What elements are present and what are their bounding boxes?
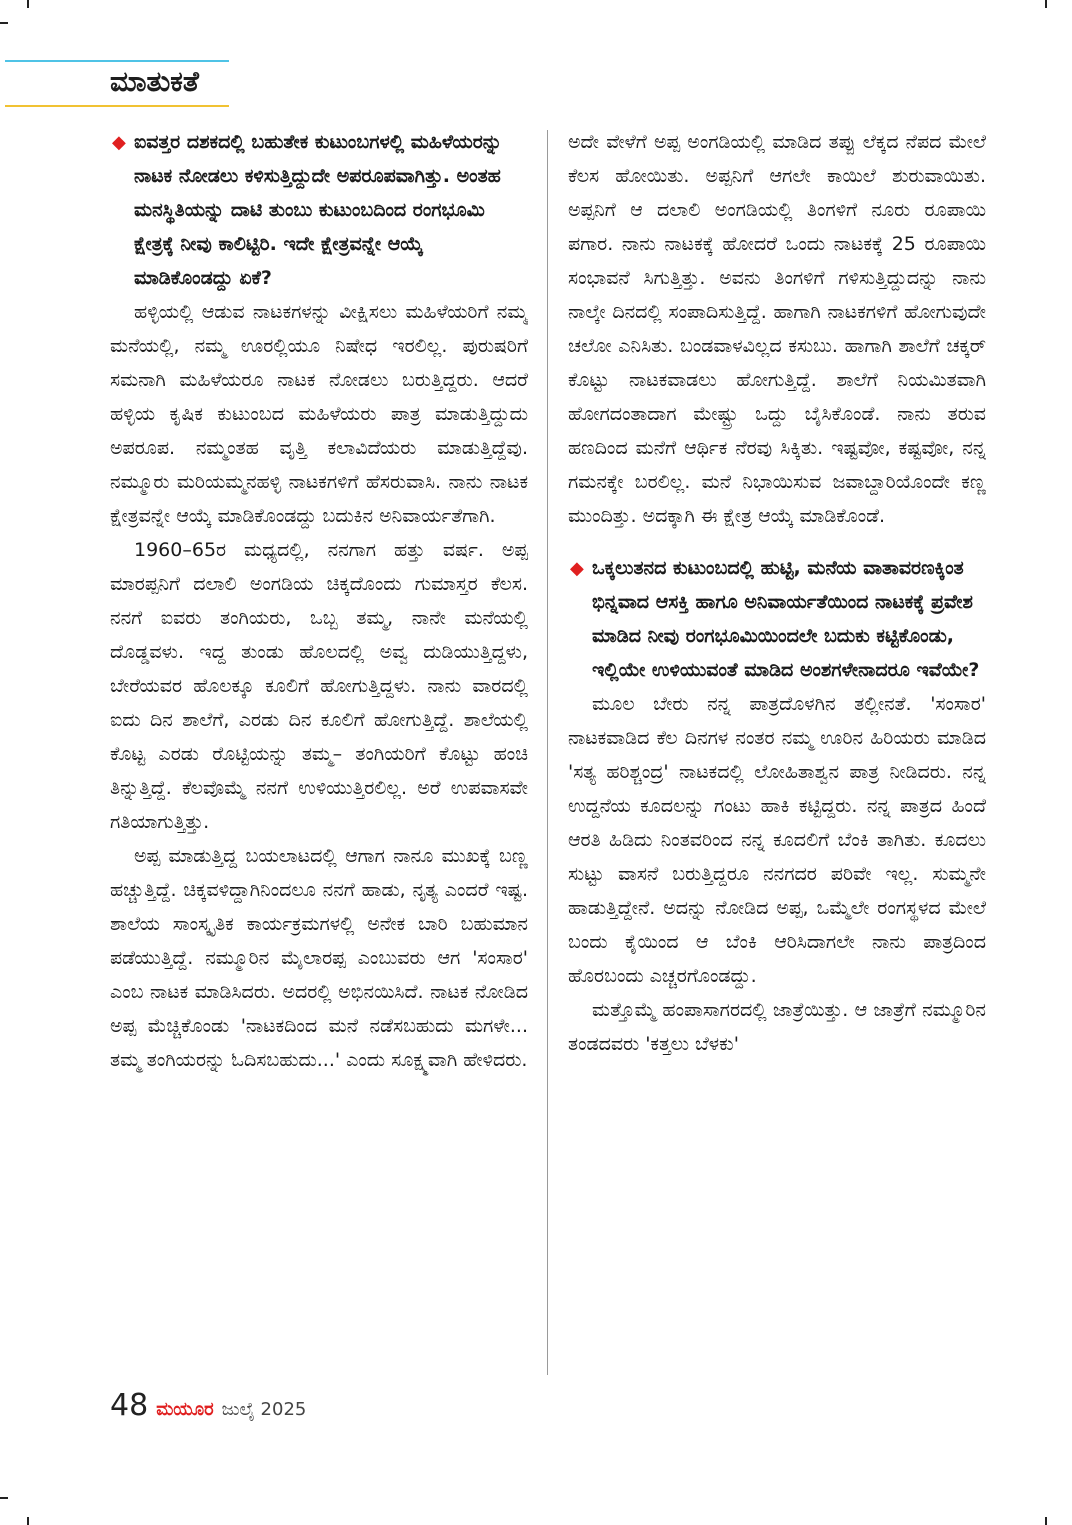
red-diamond-icon: ◆ <box>570 558 584 579</box>
section-header-line-bottom <box>5 105 229 107</box>
crop-mark-bottom-left-vertical <box>27 1517 29 1525</box>
column-divider <box>547 130 548 1375</box>
paragraph-gap <box>568 533 986 551</box>
section-title: ಮಾತುಕತೆ <box>110 65 199 98</box>
answer-paragraph: ಅದೇ ವೇಳೆಗೆ ಅಪ್ಪ ಅಂಗಡಿಯಲ್ಲಿ ಮಾಡಿದ ತಪ್ಪು ಲೆಕ್ಕದ ನೆಪದ ಮೇಲೆ ಕೆಲಸ ಹೋಯಿತು. ಅಪ್ಪನಿಗೆ ಆಗಲೇ ಕಾಯಿಲೆ ಶುರುವಾಯಿತು. ಅಪ್ಪನಿಗೆ ಆ ದಲಾಲಿ ಅಂಗಡಿಯಲ್ಲಿ ತಿಂಗಳಿಗೆ ನೂರು ರೂಪಾಯಿ ಪಗಾರ. ನಾನು ನಾಟಕಕ್ಕೆ ಹೋದರೆ ಒಂದು ನಾಟಕಕ್ಕೆ 25 ರೂಪಾಯಿ ಸಂಭಾವನೆ ಸಿಗುತ್ತಿತ್ತು. ಅವನು ತಿಂಗಳಿಗೆ ಗಳಿಸುತ್ತಿದ್ದುದನ್ನು ನಾನು ನಾಲ್ಕೇ ದಿನದಲ್ಲಿ ಸಂಪಾದಿಸುತ್ತಿದ್ದೆ. ಹಾಗಾಗಿ ನಾಟಕಗಳಿಗೆ ಹೋಗುವುದೇ ಚಲೋ ಎನಿಸಿತು. ಬಂಡವಾಳವಿಲ್ಲದ ಕಸುಬು. ಹಾಗಾಗಿ ಶಾಲೆಗೆ ಚಕ್ಕರ್ ಕೊಟ್ಟು ನಾಟಕವಾಡಲು ಹೋಗುತ್ತಿದ್ದೆ. ಶಾಲೆಗೆ ನಿಯಮಿತವಾಗಿ ಹೋಗದಂತಾದಾಗ ಮೇಷ್ಟ್ರು ಒದ್ದು ಬೈಸಿಕೊಂಡೆ. ನಾನು ತರುವ ಹಣದಿಂದ ಮನೆಗೆ ಆರ್ಥಿಕ ನೆರವು ಸಿಕ್ಕಿತು. ಇಷ್ಟವೋ, ಕಷ್ಟವೋ, ನನ್ನ ಗಮನಕ್ಕೇ ಬರಲಿಲ್ಲ. ಮನೆ ನಿಭಾಯಿಸುವ ಜವಾಬ್ದಾರಿಯೊಂದೇ ಕಣ್ಣ ಮುಂದಿತ್ತು. ಅದಕ್ಕಾಗಿ ಈ ಕ್ಷೇತ್ರ ಆಯ್ಕೆ ಮಾಡಿಕೊಂಡೆ. <box>568 131 986 527</box>
issue-date: ಜುಲೈ 2025 <box>221 1399 307 1420</box>
right-column <box>568 125 986 1375</box>
answer-paragraph: ಮತ್ತೊಮ್ಮೆ ಹಂಪಾಸಾಗರದಲ್ಲಿ ಜಾತ್ರೆಯಿತ್ತು. ಆ ಜಾತ್ರೆಗೆ ನಮ್ಮೂರಿನ ತಂಡದವರು 'ಕತ್ತಲು ಬೆಳಕು' <box>568 999 986 1055</box>
page-number: 48 <box>110 1388 149 1423</box>
question-1-text: ಐವತ್ತರ ದಶಕದಲ್ಲಿ ಬಹುತೇಕ ಕುಟುಂಬಗಳಲ್ಲಿ ಮಹಿಳೆಯರನ್ನು ನಾಟಕ ನೋಡಲು ಕಳಿಸುತ್ತಿದ್ದುದೇ ಅಪರೂಪವಾಗಿತ್ತು. ಅಂತಹ ಮನಸ್ಥಿತಿಯನ್ನು ದಾಟಿ ತುಂಬು ಕುಟುಂಬದಿಂದ ರಂಗಭೂಮಿ ಕ್ಷೇತ್ರಕ್ಕೆ ನೀವು ಕಾಲಿಟ್ಟಿರಿ. ಇದೇ ಕ್ಷೇತ್ರವನ್ನೇ ಆಯ್ಕೆ ಮಾಡಿಕೊಂಡದ್ದು ಏಕೆ? <box>134 131 502 289</box>
answer-paragraph: ಮೂಲ ಬೇರು ನನ್ನ ಪಾತ್ರದೊಳಗಿನ ತಲ್ಲೀನತೆ. 'ಸಂಸಾರ' ನಾಟಕವಾಡಿದ ಕೆಲ ದಿನಗಳ ನಂತರ ನಮ್ಮ ಊರಿನ ಹಿರಿಯರು ಮಾಡಿದ 'ಸತ್ಯ ಹರಿಶ್ಚಂದ್ರ' ನಾಟಕದಲ್ಲಿ ಲೋಹಿತಾಶ್ವನ ಪಾತ್ರ ನೀಡಿದರು. ನನ್ನ ಉದ್ದನೆಯ ಕೂದಲನ್ನು ಗಂಟು ಹಾಕಿ ಕಟ್ಟಿದ್ದರು. ನನ್ನ ಪಾತ್ರದ ಹಿಂದೆ ಆರತಿ ಹಿಡಿದು ನಿಂತವರಿಂದ ನನ್ನ ಕೂದಲಿಗೆ ಬೆಂಕಿ ತಾಗಿತು. ಕೂದಲು ಸುಟ್ಟು ವಾಸನೆ ಬರುತ್ತಿದ್ದರೂ ನನಗದರ ಪರಿವೇ ಇಲ್ಲ. ಸುಮ್ಮನೇ ಹಾಡುತ್ತಿದ್ದೇನೆ. ಅದನ್ನು ನೋಡಿದ ಅಪ್ಪ, ಒಮ್ಮೆಲೇ ರಂಗಸ್ಥಳದ ಮೇಲೆ ಬಂದು ಕೈಯಿಂದ ಆ ಬೆಂಕಿ ಆರಿಸಿದಾಗಲೇ ನಾನು ಪಾತ್ರದಿಂದ ಹೊರಬಂದು ಎಚ್ಚರಗೊಂಡದ್ದು. <box>568 693 986 987</box>
crop-mark-bottom-left <box>0 1497 8 1499</box>
red-diamond-icon: ◆ <box>112 132 126 153</box>
question-2-text: ಒಕ್ಕಲುತನದ ಕುಟುಂಬದಲ್ಲಿ ಹುಟ್ಟಿ, ಮನೆಯ ವಾತಾವರಣಕ್ಕಿಂತ ಭಿನ್ನವಾದ ಆಸಕ್ತಿ ಹಾಗೂ ಅನಿವಾರ್ಯತೆಯಿಂದ ನಾಟಕಕ್ಕೆ ಪ್ರವೇಶ ಮಾಡಿದ ನೀವು ರಂಗಭೂಮಿಯಿಂದಲೇ ಬದುಕು ಕಟ್ಟಿಕೊಂಡು, ಇಲ್ಲಿಯೇ ಉಳಿಯುವಂತೆ ಮಾಡಿದ ಅಂಶಗಳೇನಾದರೂ ಇವೆಯೇ? <box>592 557 980 681</box>
page-footer <box>110 1388 306 1423</box>
left-column <box>110 125 528 1375</box>
crop-mark-top-left-side <box>0 22 8 24</box>
crop-mark-top-right <box>1045 0 1047 8</box>
question-1 <box>110 125 528 295</box>
magazine-logo: ಮಯೂರ <box>156 1399 214 1420</box>
question-2 <box>568 551 986 687</box>
crop-mark-top-left <box>27 0 29 8</box>
crop-mark-bottom-right <box>1045 1517 1047 1525</box>
answer-paragraph: ಹಳ್ಳಿಯಲ್ಲಿ ಆಡುವ ನಾಟಕಗಳನ್ನು ವೀಕ್ಷಿಸಲು ಮಹಿಳೆಯರಿಗೆ ನಮ್ಮ ಮನೆಯಲ್ಲಿ, ನಮ್ಮ ಊರಲ್ಲಿಯೂ ನಿಷೇಧ ಇರಲಿಲ್ಲ. ಪುರುಷರಿಗೆ ಸಮನಾಗಿ ಮಹಿಳೆಯರೂ ನಾಟಕ ನೋಡಲು ಬರುತ್ತಿದ್ದರು. ಆದರೆ ಹಳ್ಳಿಯ ಕೃಷಿಕ ಕುಟುಂಬದ ಮಹಿಳೆಯರು ಪಾತ್ರ ಮಾಡುತ್ತಿದ್ದುದು ಅಪರೂಪ. ನಮ್ಮಂತಹ ವೃತ್ತಿ ಕಲಾವಿದೆಯರು ಮಾಡುತ್ತಿದ್ದೆವು. ನಮ್ಮೂರು ಮರಿಯಮ್ಮನಹಳ್ಳಿ ನಾಟಕಗಳಿಗೆ ಹೆಸರುವಾಸಿ. ನಾನು ನಾಟಕ ಕ್ಷೇತ್ರವನ್ನೇ ಆಯ್ಕೆ ಮಾಡಿಕೊಂಡದ್ದು ಬದುಕಿನ ಅನಿವಾರ್ಯತೆಗಾಗಿ. <box>110 301 528 527</box>
answer-paragraph: ಅಪ್ಪ ಮಾಡುತ್ತಿದ್ದ ಬಯಲಾಟದಲ್ಲಿ ಆಗಾಗ ನಾನೂ ಮುಖಕ್ಕೆ ಬಣ್ಣ ಹಚ್ಚುತ್ತಿದ್ದೆ. ಚಿಕ್ಕವಳಿದ್ದಾಗಿನಿಂದಲೂ ನನಗೆ ಹಾಡು, ನೃತ್ಯ ಎಂದರೆ ಇಷ್ಟ. ಶಾಲೆಯ ಸಾಂಸ್ಕೃತಿಕ ಕಾರ್ಯಕ್ರಮಗಳಲ್ಲಿ ಅನೇಕ ಬಾರಿ ಬಹುಮಾನ ಪಡೆಯುತ್ತಿದ್ದೆ. ನಮ್ಮೂರಿನ ಮೈಲಾರಪ್ಪ ಎಂಬುವರು ಆಗ 'ಸಂಸಾರ' ಎಂಬ ನಾಟಕ ಮಾಡಿಸಿದರು. ಅದರಲ್ಲಿ ಅಭಿನಯಿಸಿದೆ. ನಾಟಕ ನೋಡಿದ ಅಪ್ಪ ಮೆಚ್ಚಿಕೊಂಡು 'ನಾಟಕದಿಂದ ಮನೆ ನಡೆಸಬಹುದು ಮಗಳೇ... ತಮ್ಮ ತಂಗಿಯರನ್ನು ಓದಿಸಬಹುದು...' ಎಂದು ಸೂಕ್ಷ್ಮವಾಗಿ ಹೇಳಿದರು. <box>110 845 528 1071</box>
answer-paragraph: 1960–65ರ ಮಧ್ಯದಲ್ಲಿ, ನನಗಾಗ ಹತ್ತು ವರ್ಷ. ಅಪ್ಪ ಮಾರಪ್ಪನಿಗೆ ದಲಾಲಿ ಅಂಗಡಿಯ ಚಿಕ್ಕದೊಂದು ಗುಮಾಸ್ತರ ಕೆಲಸ. ನನಗೆ ಐವರು ತಂಗಿಯರು, ಒಬ್ಬ ತಮ್ಮ, ನಾನೇ ಮನೆಯಲ್ಲಿ ದೊಡ್ಡವಳು. ಇದ್ದ ತುಂಡು ಹೊಲದಲ್ಲಿ ಅವ್ವ ದುಡಿಯುತ್ತಿದ್ದಳು, ಬೇರೆಯವರ ಹೊಲಕ್ಕೂ ಕೂಲಿಗೆ ಹೋಗುತ್ತಿದ್ದಳು. ನಾನು ವಾರದಲ್ಲಿ ಐದು ದಿನ ಶಾಲೆಗೆ, ಎರಡು ದಿನ ಕೂಲಿಗೆ ಹೋಗುತ್ತಿದ್ದೆ. ಶಾಲೆಯಲ್ಲಿ ಕೊಟ್ಟ ಎರಡು ರೊಟ್ಟಿಯನ್ನು ತಮ್ಮ– ತಂಗಿಯರಿಗೆ ಕೊಟ್ಟು ಹಂಚಿ ತಿನ್ನುತ್ತಿದ್ದೆ. ಕೆಲವೊಮ್ಮೆ ನನಗೆ ಉಳಿಯುತ್ತಿರಲಿಲ್ಲ. ಅರೆ ಉಪವಾಸವೇ ಗತಿಯಾಗುತ್ತಿತ್ತು. <box>110 539 528 833</box>
